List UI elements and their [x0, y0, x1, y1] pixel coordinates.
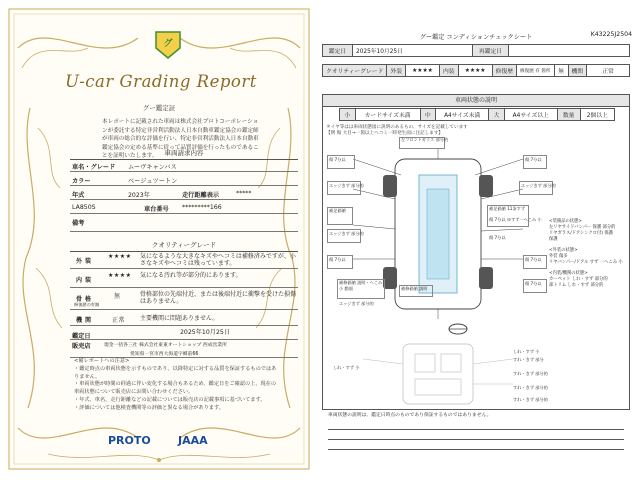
side-note-2: 左リヤサイドバンパー 保護 部分的	[549, 225, 616, 230]
label-g3: 傷 7分以	[525, 281, 542, 286]
frame-text: 骨格部位の先端付近、または後端付近に衝撃を受けた損傷はありません。	[140, 291, 297, 306]
label-i1: しれ・すず 小	[333, 365, 360, 370]
proto-logo: PROTO	[108, 434, 151, 447]
grading-certificate	[8, 8, 310, 470]
side-note-12: 部トリム しれ・すず 部分的	[549, 283, 604, 288]
label-f2: 傷 7分以	[525, 257, 542, 262]
interior-stars: ★★★★	[108, 272, 132, 279]
sheet-review-label: 再鑑定日	[473, 45, 509, 57]
color-value: ベージュツートン	[128, 178, 178, 185]
label-h4: すれ・きず 部分的	[513, 385, 548, 390]
size-legend-table	[339, 108, 615, 121]
sheet-doc-id: K43225J2504	[590, 31, 632, 38]
car-name-row	[70, 158, 298, 172]
side-note-8: リヤバンパー/ドアル すず 一へこみ 小	[549, 260, 623, 265]
interior-text: 気になる汚れ等が部分的にあります。	[140, 272, 242, 279]
legend-note: タイヤ等はは車両状態図に説明のあるもの、サイズを記載しています 【例 傷 大目→一箇以上ヘコミ一時発生面に注記します】	[326, 125, 468, 136]
label-g2: エッジきず 部分的	[339, 301, 374, 306]
quality-engine-row	[70, 310, 298, 326]
label-a-right: 傷 7分以	[525, 157, 542, 162]
side-note-10: <内装/機関の状態>	[549, 271, 588, 276]
engine-text: 主要機関に問題ありません。	[140, 315, 219, 322]
condition-side-notes	[549, 219, 627, 289]
certificate-notes	[74, 358, 280, 413]
sheet-date-table	[322, 44, 630, 57]
frame-value: 無	[114, 293, 121, 300]
mileage-label: 走行距離表示	[182, 192, 220, 199]
quality-exterior-row	[70, 250, 298, 269]
footnote-line	[328, 420, 624, 430]
sheet-review-value	[509, 45, 630, 57]
sheet-title: グー鑑定 コンディションチェックシート	[419, 34, 533, 41]
label-h3: すれ・きず 部分的	[513, 371, 548, 376]
exterior-label: 外装	[76, 258, 95, 265]
condition-check-sheet	[320, 10, 632, 470]
quality-frame-row	[70, 288, 298, 310]
label-b2: エッジきず 部分的	[521, 183, 556, 188]
frame-sub-label: 修復歴の有無	[74, 302, 100, 307]
size-count-desc: 2個以上	[580, 109, 614, 121]
sheet-interior-label: 内装	[440, 65, 459, 77]
certificate-subtitle: グー鑑定証	[142, 104, 176, 112]
label-f1: 傷 7分以	[329, 257, 346, 262]
side-note-4: 保護	[549, 237, 558, 242]
exterior-stars: ★★★★	[108, 253, 132, 260]
note-2: ・車両状態が時間の経過に伴い変化する場合もあるため、鑑定日をご確認の上、現在の車両状態について販売店にお問い合わせください。	[74, 381, 277, 396]
year-label: 年式	[72, 192, 85, 199]
color-label: カラー	[72, 178, 91, 185]
chassis-label: 車台番号	[144, 206, 169, 213]
sheet-footnote: 車両状態の説明は、鑑定日時点のものであり保証するものではありません。	[328, 413, 492, 418]
note-4: ・評価については他検査機関等の評価と異なる場合があります。	[74, 404, 224, 411]
note-3: ・年式、車名、走行距離などの記載については販売店の記載事項に基づいてます。	[74, 396, 266, 403]
chassis-value: *********166	[182, 204, 222, 211]
label-c1: 補足価値	[329, 208, 346, 213]
size-medium: 中	[420, 109, 436, 121]
date-value: 2025年10月25日	[180, 329, 231, 336]
size-medium-desc: A4サイズ未満	[436, 109, 489, 121]
sheet-repair-label: 修復歴	[492, 65, 516, 77]
side-note-1: <装備品の状態>	[549, 219, 582, 224]
interior-label: 内装	[76, 277, 95, 284]
mileage-value: *****	[236, 190, 252, 197]
shop-label: 販売店	[72, 343, 91, 350]
color-row	[70, 172, 298, 186]
engine-label: 機関	[76, 317, 95, 324]
diagram-heading: 車両状態の説明	[323, 95, 629, 107]
label-a-left: 傷 7分以	[329, 157, 346, 162]
size-count: 数量	[557, 109, 580, 121]
label-h5: すれ・きず 部分的	[513, 397, 548, 402]
certificate-body-text: 本レポートに記載された車両は株式会社プロトコーポレーションが委託する特定非営利活動法人日本自動車鑑定協会の鑑定師が車両の総合的な評価を行い、特定非営利活動法人日本自動車鑑定協会の定める基準に従って品質評価を行ったものであることを証明いたします。	[102, 119, 259, 160]
model-row	[70, 200, 298, 214]
engine-value: 正常	[112, 317, 126, 324]
label-d1: エッジきず 部分的	[329, 231, 364, 236]
sheet-exterior-label: 外装	[387, 65, 406, 77]
side-note-3: リヤガラス/ドアシンクロ付) 保護	[549, 231, 613, 236]
exterior-text: 気になるような大きなキズやヘコミは補修済みですが、小さなキズやヘコミは残っています。	[140, 253, 296, 268]
sheet-date-value: 2025年10月25日	[353, 45, 473, 57]
year-value: 2023年	[128, 192, 150, 199]
vehicle-condition-diagram	[322, 94, 630, 410]
label-b1: エッジきず 部分的	[329, 183, 364, 188]
shop-address: 愛知県一宮市西大海道字郷前66	[130, 352, 199, 357]
address-row	[70, 348, 298, 358]
shop-name: 現金一括各三社 株式会社東東オートショップ 西成営業所	[104, 343, 227, 348]
label-front-top: 左フロントガラス 部分的	[401, 137, 449, 142]
sheet-repair-sub: 修復歴 有 箇所	[517, 65, 554, 77]
sheet-exterior-value: ★★★★	[406, 65, 440, 77]
footnote-line	[328, 440, 624, 450]
date-label-row	[70, 330, 298, 340]
side-note-11: カーペット しれ・すず 部分的	[549, 277, 608, 282]
label-g1: 補修価値 説明・へこみ 小 勤面	[339, 280, 383, 291]
note-1: ・鑑定時点の車両状態を示すものであり、以降特定に対する品質を保証するものではありません。	[74, 365, 277, 380]
quality-section-heading: クオリティーグレード	[70, 240, 298, 252]
sheet-quality-table	[322, 64, 630, 77]
sheet-engine-value: 正常	[587, 65, 630, 77]
date-label: 鑑定日	[72, 333, 91, 340]
label-g4: 補修価値 説明	[401, 286, 428, 291]
goo-kantei-badge-icon	[154, 30, 182, 60]
quality-interior-row	[70, 269, 298, 288]
svg-text:グ: グ	[163, 39, 173, 49]
frame-label: 骨格	[76, 296, 95, 303]
size-large-desc: A4サイズ以上	[504, 109, 557, 121]
logo-area	[108, 434, 228, 450]
sheet-quality-label: クオリティーグレード	[323, 65, 387, 77]
vehicle-section-heading: 車両請求内容	[70, 148, 298, 160]
remarks-label: 備考	[72, 220, 85, 227]
label-c2: 傷 7分以	[489, 235, 506, 240]
label-e1: 補足価値 11条すず	[489, 206, 526, 211]
model-value: LA850S	[72, 204, 96, 211]
sheet-date-label: 鑑定日	[323, 45, 353, 57]
jaaa-logo: JAAA	[178, 434, 208, 447]
notes-heading: <備レポートへの注意>	[74, 358, 130, 364]
label-h1: すれ・きず 部分	[513, 357, 544, 362]
size-small: 小	[340, 109, 356, 121]
label-h2: しれ・すず 小	[513, 349, 540, 354]
footnote-line	[328, 430, 624, 440]
certificate-title: U-car Grading Report	[65, 72, 257, 91]
sheet-repair-value: 無	[554, 65, 568, 77]
label-e2: 傷 7分以 ゆすず一へこみ 小	[489, 217, 542, 222]
size-large: 大	[489, 109, 505, 121]
car-name-label: 車名・グレード	[72, 164, 116, 171]
remarks-row	[70, 214, 298, 232]
size-small-desc: カードサイズ未満	[355, 109, 420, 121]
sheet-interior-value: ★★★★	[458, 65, 492, 77]
car-name-value: ムーヴキャンバス	[128, 164, 177, 171]
year-row	[70, 186, 298, 200]
sheet-engine-label: 機関	[568, 65, 587, 77]
side-note-6: <外装の状態>	[549, 248, 578, 253]
side-note-7: 外装 傷多	[549, 254, 568, 259]
